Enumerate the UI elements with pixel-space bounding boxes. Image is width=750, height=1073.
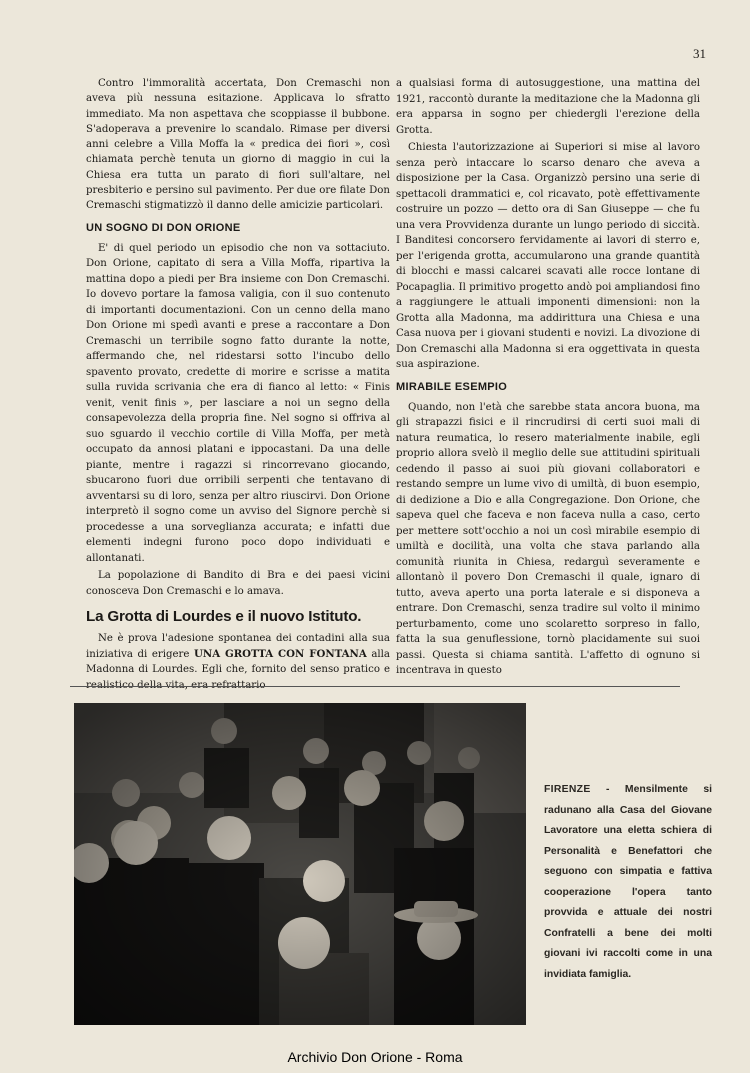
paragraph-text: alla Madonna di Lourdes. Egli che, fornito del senso pratico e <box>86 648 391 676</box>
emphasis-text: UNA GROTTA CON FONTANA <box>194 647 367 660</box>
left-column <box>86 76 390 695</box>
caption-place: FIRENZE <box>544 784 591 795</box>
archive-footer: Archivio Don Orione - Roma <box>287 1049 463 1065</box>
page-number: 31 <box>693 46 706 61</box>
photo-caption <box>544 780 712 985</box>
paragraph: La popolazione di Bandito di Bra e dei paesi vicini conosceva Don Cremaschi e lo amava. <box>86 570 390 597</box>
section-title: La Grotta di Lourdes e il nuovo Istituto. <box>86 608 362 626</box>
paragraph: E' di quel periodo un episodio che non va sottaciuto. Don Orione, capitato di sera a Villa Moffa, ripartiva la mattina dopo a piedi per Bra insieme con Don Cremaschi. Io dovevo portare la famosa valigia, con il suo contenuto di importanti documentazioni. Con un cenno della mano Don Orione mi spedì avanti e prese a raccontare a Don Cremaschi un terribile sogno fatto durante la notte, affermando che, nel ridestarsi sotto l'incubo dello spavento provato, credette di morire e scrisse a matita sulla ruvida scrivania che era di fianco al letto: « Finis venit, venit finis », per lasciare a noi un segno della consapevolezza della propria fine. Nel sogno si offriva al suo sguardo il vecchio cortile di Villa Moffa, per metà occupato da annosi platani e ippocastani. Da una delle piante, mentre i ragazzi si rincorrevano giocando, sbucarono fuori due orribili serpenti che tentavano di avventarsi su di loro, senza per altro riuscirvi. Don Orione interpretò il sogno come un avviso del Signore perchè si procedesse a una sorveglianza accurata; e infatti due elementi indegni furono poco dopo individuati e allontanati. <box>86 242 390 564</box>
section-heading: UN SOGNO DI DON ORIONE <box>86 221 241 234</box>
paragraph: a qualsiasi forma di autosuggestione, una mattina del 1921, raccontò durante la meditazione che la Madonna gli era apparsa in sogno per chiedergli l'erezione della Grotta. <box>396 78 700 136</box>
paragraph: Quando, non l'età che sarebbe stata ancora buona, ma gli strapazzi fisici e il rincrudirsi di certi suoi mali di natura reumatica, lo resero materialmente inabile, egli proprio allora svelò il meglio delle sue attitudini spirituali cedendo il passo ai suoi più giovani collaboratori e restando sempre un lume vivo di umiltà, di buon esempio, di dedizione a Dio e alla Congregazione. Don Orione, che sapeva quel che faceva e non faceva nulla a caso, certo per mettere sott'occhio a noi un così mirabile esempio di umiltà e docilità, una volta che stava parlando alla comunità riunita in Chiesa, redarguì severamente e allontanò il povero Don Cremaschi il quale, ignaro di tutto, aveva aperto una porta laterale e si disponeva a entrare. Don Cremaschi, senza tradire sul volto il minimo perturbamento, come uno scolaretto sorpreso in fallo, fatta la sua genuflessione, tornò placidamente sui suoi passi. Questa si chiama santità. L'affetto di ognuno si incentrava in questo <box>396 401 700 676</box>
right-column <box>396 76 700 681</box>
paragraph-text: Ne è prova l'adesione spontanea dei contadini alla sua iniziativa di erigere <box>86 633 390 660</box>
divider <box>70 686 680 687</box>
section-heading: MIRABILE ESEMPIO <box>396 380 508 393</box>
paragraph: Chiesta l'autorizzazione ai Superiori si mise al lavoro senza però intaccare lo scarso denaro che aveva a disposizione per la Casa. Organizzò persino una serie di spettacoli drammatici e, col ricavato, potè effettivamente costruire un pozzo — detto ora di San Giuseppe — che fu una vera Provvidenza durante un lungo periodo di siccità. I Banditesi concorsero fervidamente ai lavori di sterro e, per l'erigenda grotta, accumularono una grande quantità di blocchi e massi calcarei scavati alle rocce lontane di Pocapaglia. Il primitivo progetto andò poi ampliandosi fino a raggiungere le attuali imponenti dimensioni: non la Grotta alla Madonna, ma addirittura una Chiesa e una Casa nuova per i giovani studenti e novizi. La divozione di Don Cremaschi alla Madonna si era oggettivata in questa sua aspirazione. <box>396 142 700 370</box>
caption-text: - Mensilmente si radunano alla Casa del Giovane Lavoratore una eletta schiera di Personalità e Benefattori che seguono con simpatia e fattiva cooperazione l'opera tanto provvida e attuale dei nostri Confratelli a bene dei molti giovani ivi raccolti come in una invidiata famiglia. <box>544 784 712 980</box>
paragraph <box>86 631 390 693</box>
paragraph: Contro l'immoralità accertata, Don Cremaschi non aveva più nessuna esitazione. Applicava lo sfratto immediato. Ma non aspettava che scoppiasse il bubbone. S'adoperava a prevenire lo scandalo. Rimase per diversi anni celebre a Villa Moffa la « predica dei fiori », così chiamata perchè tenuta un giorno di maggio in cui la Chiesa era tutta un parato di fiori sull'altare, nel presbiterio e persino sul pavimento. Per due ore filate Don Cremaschi stigmatizzò il danno delle amicizie particolari. <box>86 78 390 212</box>
photo-illustration <box>74 703 526 1025</box>
group-photo <box>74 703 526 1025</box>
